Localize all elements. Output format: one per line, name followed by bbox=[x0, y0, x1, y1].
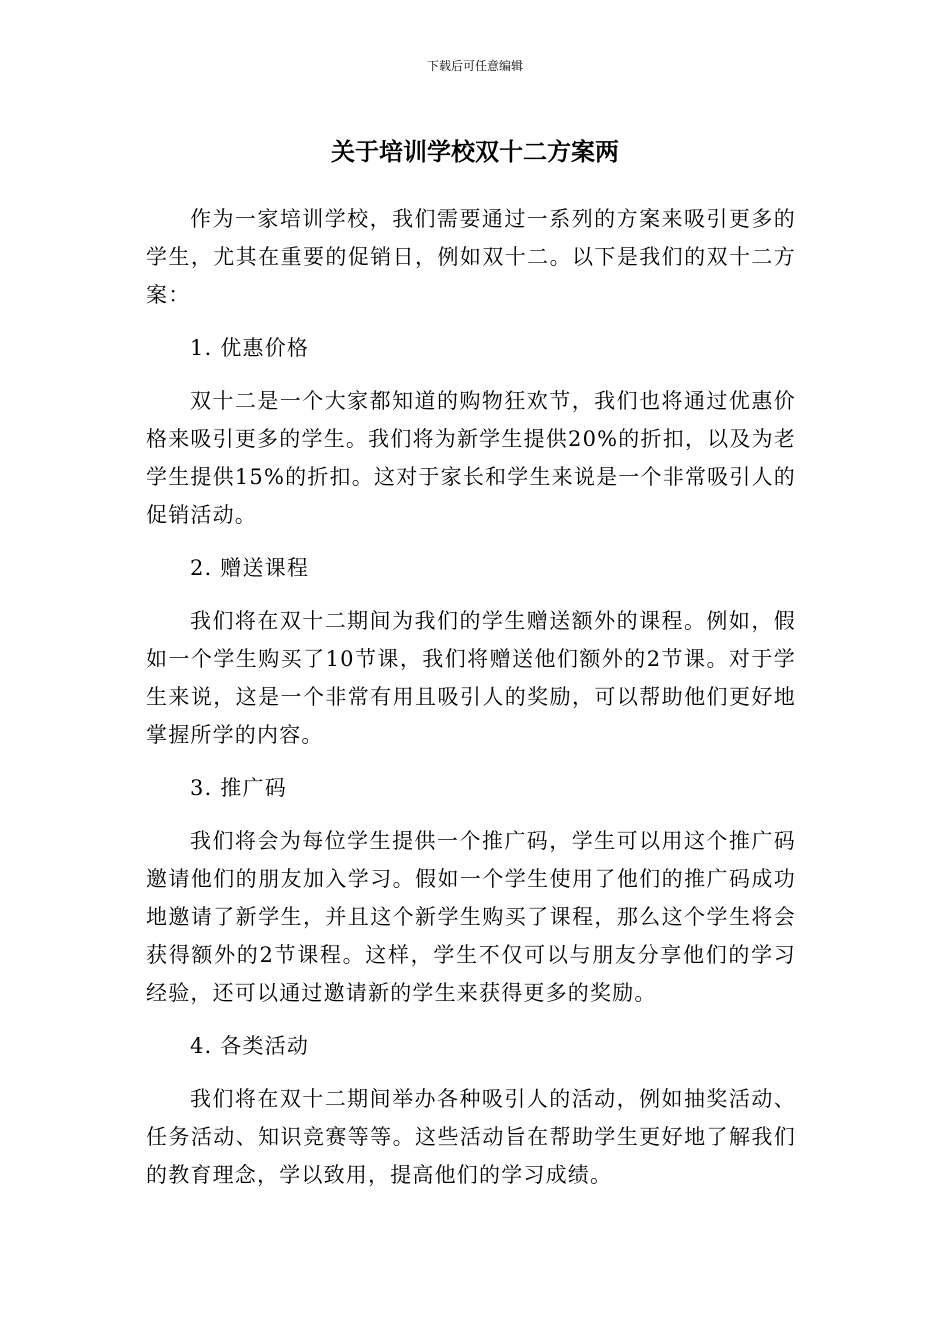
section-body-2: 我们将在双十二期间为我们的学生赠送额外的课程。例如，假如一个学生购买了10节课，我们将赠送他们额外的2节课。对于学生来说，这是一个非常有用且吸引人的奖励，可以帮助他们更好地掌握所学的内容。 bbox=[146, 609, 796, 747]
spacer bbox=[146, 587, 796, 602]
section-body-3: 我们将会为每位学生提供一个推广码，学生可以用这个推广码邀请他们的朋友加入学习。假如一个学生使用了他们的推广码成功地邀请了新学生，并且这个新学生购买了课程，那么这个学生将会获得额外的2节课程。这样，学生不仅可以与朋友分享他们的学习经验，还可以通过邀请新的学生来获得更多的奖励。 bbox=[146, 829, 796, 1005]
spacer bbox=[146, 534, 796, 549]
document-title: 关于培训学校双十二方案两 bbox=[331, 138, 619, 166]
spacer bbox=[146, 367, 796, 382]
spacer bbox=[146, 754, 796, 769]
spacer bbox=[146, 1065, 796, 1080]
document-body bbox=[146, 200, 796, 1194]
section-heading-1: 1. 优惠价格 bbox=[190, 336, 310, 360]
spacer bbox=[146, 807, 796, 822]
section-heading-4: 4. 各类活动 bbox=[190, 1034, 310, 1058]
spacer bbox=[146, 1012, 796, 1027]
spacer bbox=[146, 314, 796, 329]
section-body-4: 我们将在双十二期间举办各种吸引人的活动，例如抽奖活动、任务活动、知识竞赛等等。这些活动旨在帮助学生更好地了解我们的教育理念，学以致用，提高他们的学习成绩。 bbox=[146, 1087, 796, 1187]
section-heading-2: 2. 赠送课程 bbox=[190, 556, 310, 580]
intro-paragraph: 作为一家培训学校，我们需要通过一系列的方案来吸引更多的学生，尤其在重要的促销日，例如双十二。以下是我们的双十二方案： bbox=[146, 207, 796, 307]
section-body-1: 双十二是一个大家都知道的购物狂欢节，我们也将通过优惠价格来吸引更多的学生。我们将为新学生提供20%的折扣，以及为老学生提供15%的折扣。这对于家长和学生来说是一个非常吸引人的促销活动。 bbox=[146, 389, 796, 527]
section-heading-3: 3. 推广码 bbox=[190, 776, 287, 800]
header-note: 下载后可任意编辑 bbox=[426, 59, 523, 73]
